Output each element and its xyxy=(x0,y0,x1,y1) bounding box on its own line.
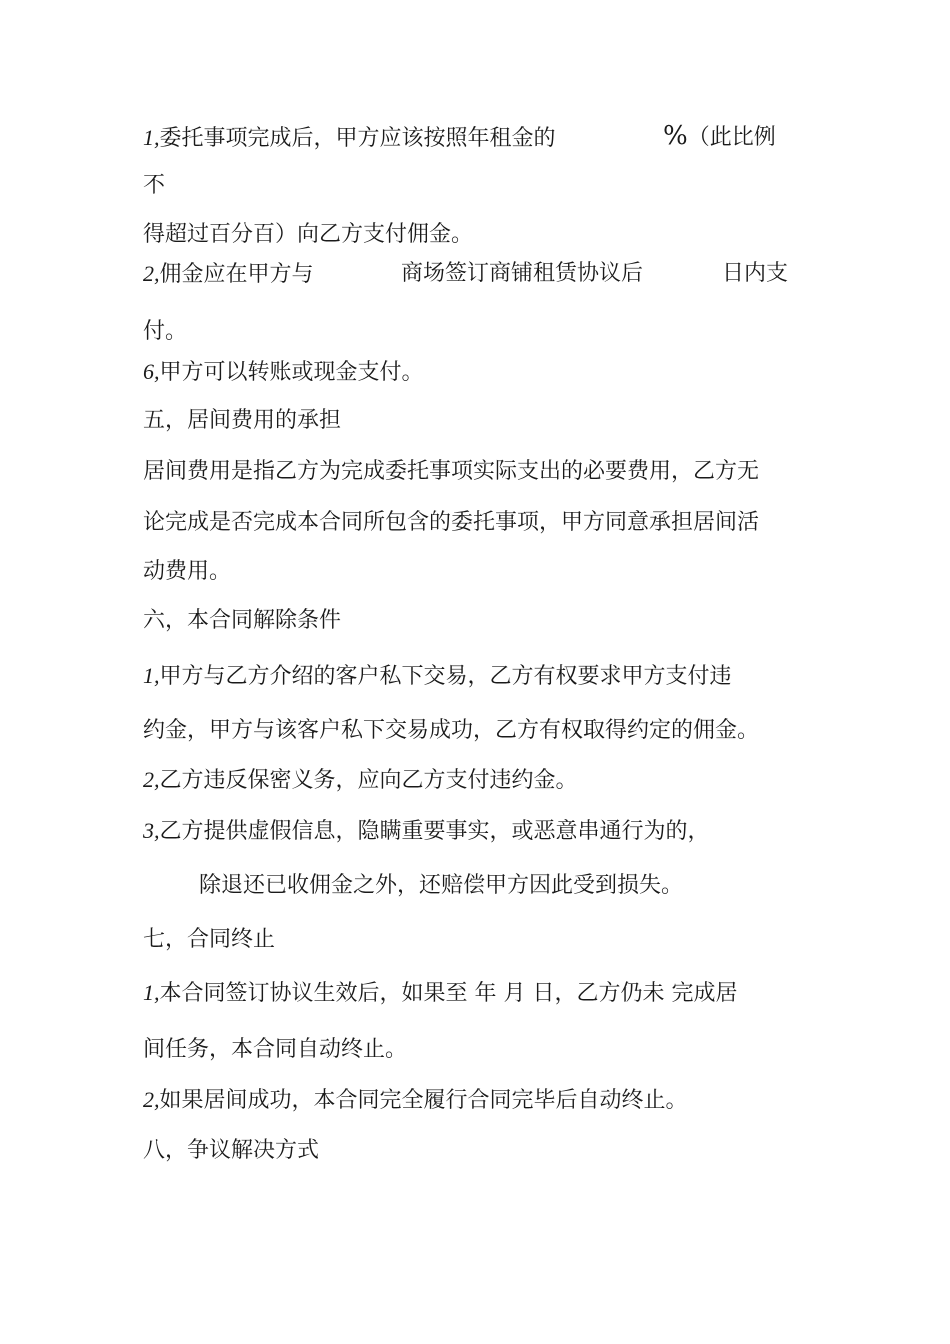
clause-6-1-line-2 xyxy=(143,717,759,745)
clause-text: 得超过百分百）向乙方支付佣金。 xyxy=(143,222,474,247)
clause-4-1-line-2 xyxy=(143,172,165,200)
clause-number: 2, xyxy=(143,1087,160,1112)
clause-4-1-line-1 xyxy=(143,124,556,153)
clause-text: 不 xyxy=(143,173,166,198)
clause-6-1-line-1 xyxy=(143,662,732,691)
clause-4-2-line-1-mid xyxy=(401,260,643,288)
section-5-heading xyxy=(143,407,341,435)
clause-text: 商场签订商铺租赁协议后 xyxy=(401,261,644,286)
clause-text: 佣金应在甲方与 xyxy=(159,262,314,287)
section-heading-text: 五，居间费用的承担 xyxy=(143,408,342,433)
paragraph-text: 动费用。 xyxy=(143,559,232,584)
section-5-para-line-3 xyxy=(143,558,231,586)
clause-4-2-line-1-tail xyxy=(722,260,788,288)
clause-7-2 xyxy=(143,1086,688,1115)
section-heading-text: 六，本合同解除条件 xyxy=(143,608,342,633)
section-heading-text: 八，争议解决方式 xyxy=(143,1138,320,1163)
clause-4-2-line-1 xyxy=(143,260,314,289)
clause-text: 付。 xyxy=(143,319,188,344)
clause-text: 间任务，本合同自动终止。 xyxy=(143,1037,408,1062)
paragraph-text: 居间费用是指乙方为完成委托事项实际支出的必要费用，乙方无 xyxy=(143,459,760,484)
clause-4-2-line-2 xyxy=(143,318,187,346)
section-5-para-line-1 xyxy=(143,458,759,486)
clause-number: 1, xyxy=(143,125,160,150)
clause-6-3-line-1 xyxy=(143,817,710,846)
section-5-para-line-2 xyxy=(143,509,759,537)
clause-4-1-line-3 xyxy=(143,221,473,249)
clause-number: 2, xyxy=(143,261,160,286)
section-6-heading xyxy=(143,607,341,635)
clause-7-1-line-2 xyxy=(143,1036,407,1064)
clause-text: 乙方违反保密义务，应向乙方支付违约金。 xyxy=(159,768,578,793)
clause-4-6 xyxy=(143,358,424,387)
clause-number: 3, xyxy=(143,818,160,843)
clause-text: 如果居间成功，本合同完全履行合同完毕后自动终止。 xyxy=(159,1088,688,1113)
clause-number: 6, xyxy=(143,359,160,384)
clause-7-1-line-1 xyxy=(143,979,737,1008)
section-heading-text: 七，合同终止 xyxy=(143,927,276,952)
clause-text: 甲方可以转账或现金支付。 xyxy=(159,360,424,385)
clause-text: 委托事项完成后，甲方应该按照年租金的 xyxy=(159,126,556,151)
section-8-heading xyxy=(143,1137,319,1165)
paragraph-text: 论完成是否完成本合同所包含的委托事项，甲方同意承担居间活 xyxy=(143,510,760,535)
clause-6-2 xyxy=(143,766,578,795)
clause-4-1-line-1-tail xyxy=(663,122,776,152)
clause-text: 甲方与乙方介绍的客户私下交易，乙方有权要求甲方支付违 xyxy=(159,664,732,689)
percent-sign: % xyxy=(663,121,688,151)
clause-text: 本合同签订协议生效后，如果至 年 月 日，乙方仍未 完成居 xyxy=(159,981,738,1006)
clause-text: （此比例 xyxy=(687,125,776,150)
clause-6-3-line-2 xyxy=(199,872,683,900)
section-7-heading xyxy=(143,926,275,954)
clause-number: 1, xyxy=(143,980,160,1005)
clause-number: 1, xyxy=(143,663,160,688)
clause-text: 乙方提供虚假信息，隐瞒重要事实，或恶意串通行为的， xyxy=(159,819,710,844)
clause-number: 2, xyxy=(143,767,160,792)
clause-text: 约金，甲方与该客户私下交易成功，乙方有权取得约定的佣金。 xyxy=(143,718,760,743)
clause-text: 日内支 xyxy=(722,261,789,286)
clause-text: 除退还已收佣金之外，还赔偿甲方因此受到损失。 xyxy=(199,873,684,898)
